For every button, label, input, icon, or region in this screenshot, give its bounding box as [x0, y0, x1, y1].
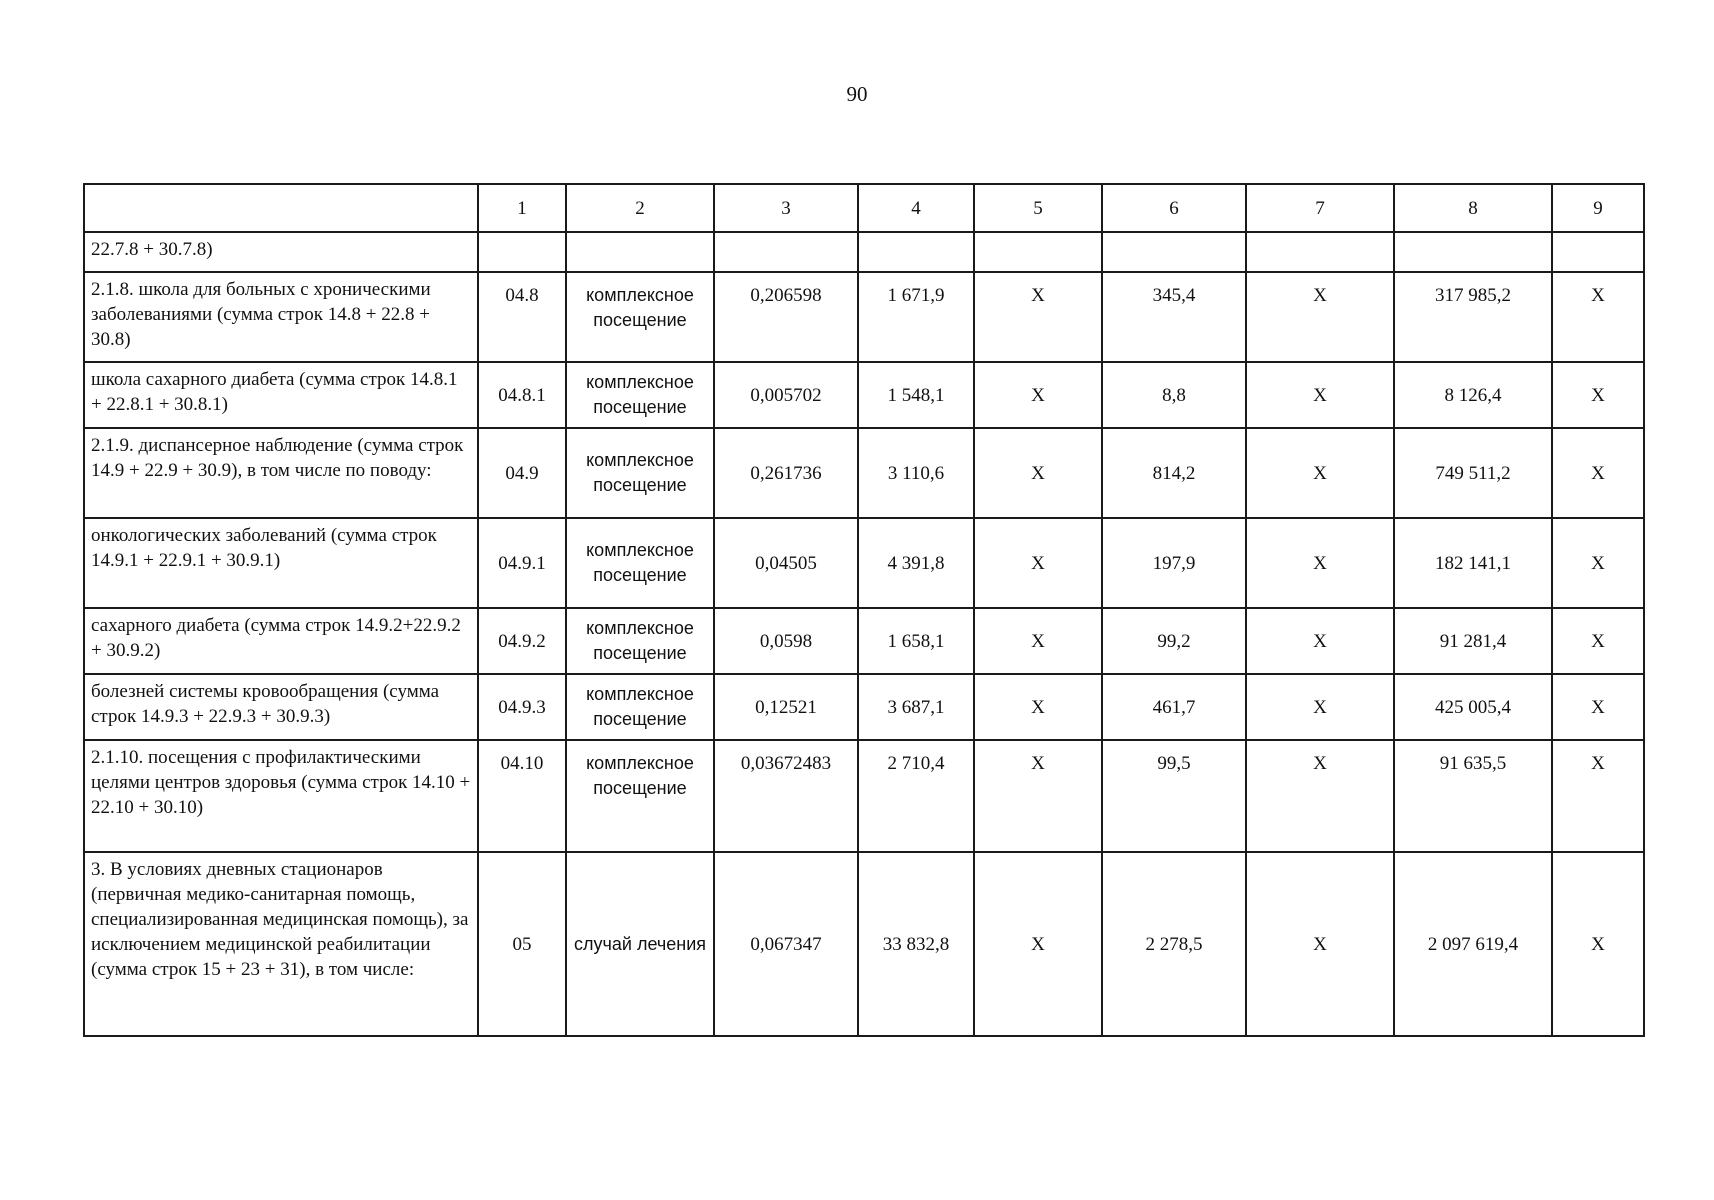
- value-col-6: 99,2: [1102, 608, 1246, 674]
- header-cell: 6: [1102, 184, 1246, 232]
- value-col-5: Х: [974, 272, 1102, 362]
- table-body: [84, 232, 1644, 1036]
- value-col-9: Х: [1552, 608, 1644, 674]
- value-col-6: 197,9: [1102, 518, 1246, 608]
- row-unit: комплексное посещение: [566, 674, 714, 740]
- value-col-9: Х: [1552, 674, 1644, 740]
- header-cell: 7: [1246, 184, 1394, 232]
- row-unit: случай лечения: [566, 852, 714, 1036]
- value-col-4: 4 391,8: [858, 518, 974, 608]
- value-col-7: Х: [1246, 608, 1394, 674]
- value-col-9: Х: [1552, 740, 1644, 852]
- value-col-7: Х: [1246, 852, 1394, 1036]
- header-cell: 9: [1552, 184, 1644, 232]
- value-col-7: Х: [1246, 518, 1394, 608]
- table-row: [84, 428, 1644, 518]
- data-table: [83, 183, 1645, 1037]
- page-number: 90: [846, 82, 868, 106]
- value-col-3: 0,261736: [714, 428, 858, 518]
- row-description: 3. В условиях дневных стационаров (первичная медико-санитарная помощь, специализированная медицинская помощь), за исключением медицинской реабилитации (сумма строк 15 + 23 + 31), в том числе:: [84, 852, 478, 1036]
- value-col-6: 461,7: [1102, 674, 1246, 740]
- value-col-9: Х: [1552, 428, 1644, 518]
- row-description: 2.1.8. школа для больных с хроническими заболеваниями (сумма строк 14.8 + 22.8 + 30.8): [84, 272, 478, 362]
- header-cell: 5: [974, 184, 1102, 232]
- table-row: [84, 362, 1644, 428]
- row-code: 04.9.3: [478, 674, 566, 740]
- row-unit: комплексное посещение: [566, 518, 714, 608]
- row-code: [478, 232, 566, 272]
- value-col-7: Х: [1246, 272, 1394, 362]
- table-row: [84, 740, 1644, 852]
- row-description: болезней системы кровообращения (сумма строк 14.9.3 + 22.9.3 + 30.9.3): [84, 674, 478, 740]
- row-unit: комплексное посещение: [566, 428, 714, 518]
- value-col-4: [858, 232, 974, 272]
- value-col-5: Х: [974, 740, 1102, 852]
- row-unit: комплексное посещение: [566, 362, 714, 428]
- value-col-6: 2 278,5: [1102, 852, 1246, 1036]
- row-code: 04.8: [478, 272, 566, 362]
- row-unit: комплексное посещение: [566, 740, 714, 852]
- row-code: 05: [478, 852, 566, 1036]
- value-col-5: [974, 232, 1102, 272]
- value-col-3: [714, 232, 858, 272]
- value-col-3: 0,03672483: [714, 740, 858, 852]
- value-col-3: 0,12521: [714, 674, 858, 740]
- value-col-3: 0,067347: [714, 852, 858, 1036]
- row-code: 04.8.1: [478, 362, 566, 428]
- value-col-8: 91 281,4: [1394, 608, 1552, 674]
- value-col-6: [1102, 232, 1246, 272]
- value-col-3: 0,04505: [714, 518, 858, 608]
- value-col-3: 0,206598: [714, 272, 858, 362]
- value-col-4: 1 658,1: [858, 608, 974, 674]
- row-unit: [566, 232, 714, 272]
- header-cell: 8: [1394, 184, 1552, 232]
- value-col-9: Х: [1552, 518, 1644, 608]
- value-col-4: 3 110,6: [858, 428, 974, 518]
- value-col-4: 33 832,8: [858, 852, 974, 1036]
- value-col-8: 8 126,4: [1394, 362, 1552, 428]
- row-description: 22.7.8 + 30.7.8): [84, 232, 478, 272]
- value-col-8: 317 985,2: [1394, 272, 1552, 362]
- value-col-8: 425 005,4: [1394, 674, 1552, 740]
- value-col-6: 8,8: [1102, 362, 1246, 428]
- value-col-3: 0,005702: [714, 362, 858, 428]
- value-col-9: Х: [1552, 362, 1644, 428]
- table-row: [84, 518, 1644, 608]
- row-description: школа сахарного диабета (сумма строк 14.8.1 + 22.8.1 + 30.8.1): [84, 362, 478, 428]
- value-col-8: 182 141,1: [1394, 518, 1552, 608]
- value-col-9: Х: [1552, 852, 1644, 1036]
- row-code: 04.10: [478, 740, 566, 852]
- table-row: [84, 674, 1644, 740]
- row-unit: комплексное посещение: [566, 272, 714, 362]
- header-cell: 2: [566, 184, 714, 232]
- value-col-5: Х: [974, 362, 1102, 428]
- value-col-7: Х: [1246, 674, 1394, 740]
- value-col-3: 0,0598: [714, 608, 858, 674]
- value-col-8: 91 635,5: [1394, 740, 1552, 852]
- value-col-8: 2 097 619,4: [1394, 852, 1552, 1036]
- value-col-5: Х: [974, 852, 1102, 1036]
- value-col-6: 345,4: [1102, 272, 1246, 362]
- value-col-9: [1552, 232, 1644, 272]
- header-cell: [84, 184, 478, 232]
- table-row: [84, 852, 1644, 1036]
- row-code: 04.9: [478, 428, 566, 518]
- table-row: [84, 232, 1644, 272]
- value-col-8: 749 511,2: [1394, 428, 1552, 518]
- value-col-7: [1246, 232, 1394, 272]
- row-code: 04.9.2: [478, 608, 566, 674]
- row-description: 2.1.9. диспансерное наблюдение (сумма строк 14.9 + 22.9 + 30.9), в том числе по поводу:: [84, 428, 478, 518]
- table-row: [84, 272, 1644, 362]
- row-description: онкологических заболеваний (сумма строк 14.9.1 + 22.9.1 + 30.9.1): [84, 518, 478, 608]
- value-col-8: [1394, 232, 1552, 272]
- row-code: 04.9.1: [478, 518, 566, 608]
- value-col-6: 99,5: [1102, 740, 1246, 852]
- value-col-4: 3 687,1: [858, 674, 974, 740]
- table-row: [84, 608, 1644, 674]
- table-header-row: [84, 184, 1644, 232]
- header-cell: 3: [714, 184, 858, 232]
- value-col-7: Х: [1246, 362, 1394, 428]
- value-col-5: Х: [974, 518, 1102, 608]
- value-col-5: Х: [974, 674, 1102, 740]
- value-col-7: Х: [1246, 740, 1394, 852]
- value-col-4: 2 710,4: [858, 740, 974, 852]
- row-description: 2.1.10. посещения с профилактическими целями центров здоровья (сумма строк 14.10 + 22.10 + 30.10): [84, 740, 478, 852]
- header-cell: 4: [858, 184, 974, 232]
- value-col-5: Х: [974, 428, 1102, 518]
- value-col-4: 1 671,9: [858, 272, 974, 362]
- value-col-5: Х: [974, 608, 1102, 674]
- row-description: сахарного диабета (сумма строк 14.9.2+22.9.2 + 30.9.2): [84, 608, 478, 674]
- value-col-4: 1 548,1: [858, 362, 974, 428]
- value-col-6: 814,2: [1102, 428, 1246, 518]
- header-cell: 1: [478, 184, 566, 232]
- row-unit: комплексное посещение: [566, 608, 714, 674]
- value-col-7: Х: [1246, 428, 1394, 518]
- value-col-9: Х: [1552, 272, 1644, 362]
